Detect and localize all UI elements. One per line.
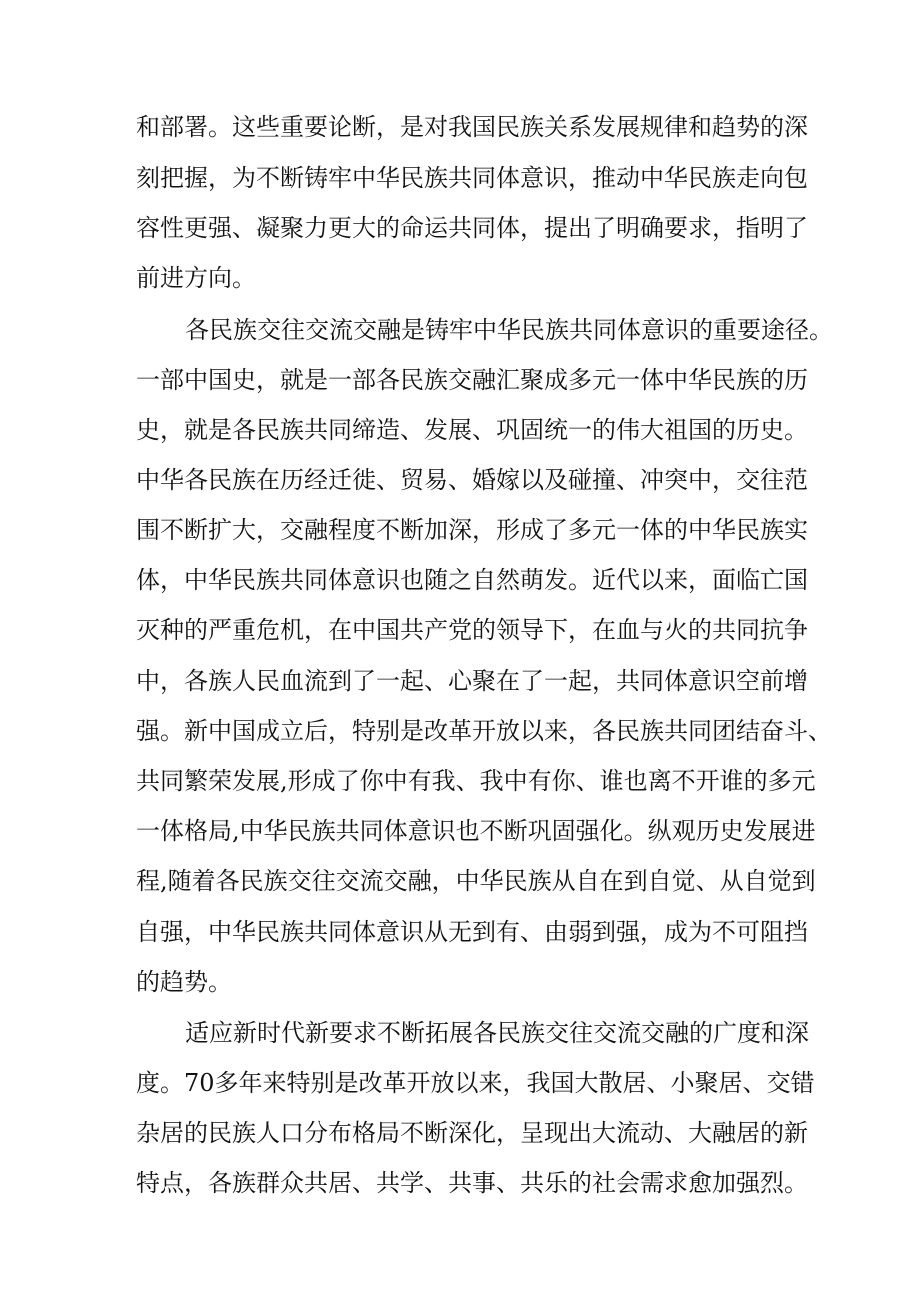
text-line: 围不断扩大，交融程度不断加深，形成了多元一体的中华民族实 [136, 516, 808, 544]
text-line: 刻把握，为不断铸牢中华民族共同体意识，推动中华民族走向包 [136, 164, 808, 192]
text-line: 一部中国史，就是一部各民族交融汇聚成多元一体中华民族的历 [136, 366, 808, 394]
text-line: 中华各民族在历经迁徙、贸易、婚嫁以及碰撞、冲突中，交往范 [136, 466, 808, 494]
text-line: 前进方向。 [136, 264, 256, 292]
text-line: 适应新时代新要求不断拓展各民族交往交流交融的广度和深 [185, 1019, 809, 1047]
text-line: 度。70多年来特别是改革开放以来，我国大散居、小聚居、交错 [136, 1069, 815, 1097]
text-line: 灭种的严重危机，在中国共产党的领导下，在血与火的共同抗争 [136, 616, 808, 644]
text-line: 共同繁荣发展,形成了你中有我、我中有你、谁也离不开谁的多元 [136, 767, 816, 795]
text-line: 容性更强、凝聚力更大的命运共同体，提出了明确要求，指明了 [136, 214, 808, 242]
text-line: 的趋势。 [136, 968, 232, 996]
text-line: 中，各族人民血流到了一起、心聚在了一起，共同体意识空前增 [136, 667, 808, 695]
text-line: 体，中华民族共同体意识也随之自然萌发。近代以来，面临亡国 [136, 566, 808, 594]
text-line: 自强，中华民族共同体意识从无到有、由弱到强，成为不可阻挡 [136, 918, 808, 946]
text-line: 强。新中国成立后，特别是改革开放以来，各民族共同团结奋斗、 [136, 717, 832, 745]
text-line: 杂居的民族人口分布格局不断深化，呈现出大流动、大融居的新 [136, 1119, 808, 1147]
text-line: 和部署。这些重要论断，是对我国民族关系发展规律和趋势的深 [136, 113, 808, 141]
text-line: 各民族交往交流交融是铸牢中华民族共同体意识的重要途径。 [185, 316, 833, 344]
text-line: 程,随着各民族交往交流交融，中华民族从自在到自觉、从自觉到 [136, 867, 816, 895]
text-line: 特点，各族群众共居、共学、共事、共乐的社会需求愈加强烈。 [136, 1169, 808, 1197]
text-line: 史，就是各民族共同缔造、发展、巩固统一的伟大祖国的历史。 [136, 416, 808, 444]
text-line: 一体格局,中华民族共同体意识也不断巩固强化。纵观历史发展进 [136, 817, 816, 845]
